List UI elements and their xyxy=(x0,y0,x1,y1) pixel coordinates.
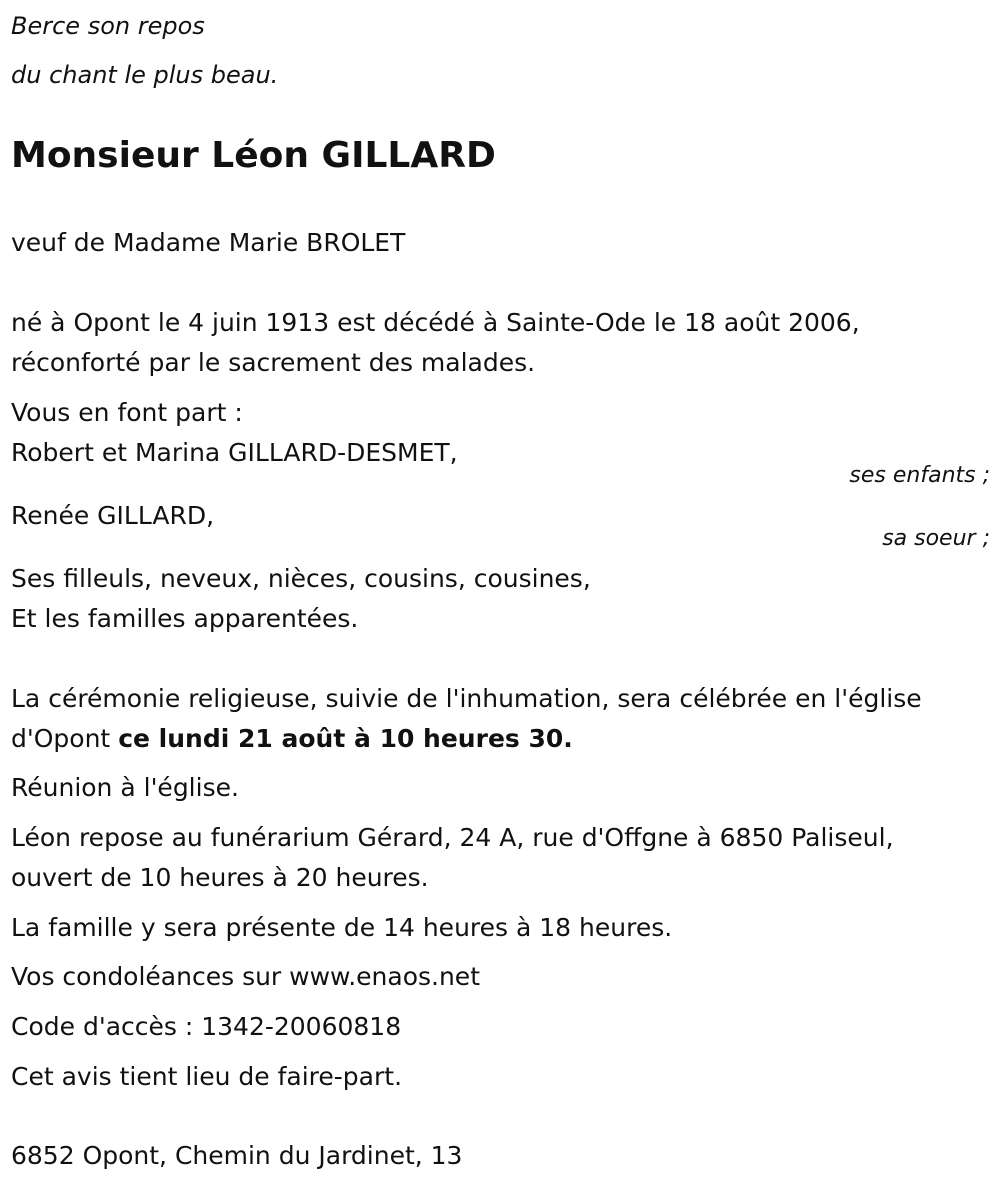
address: 6852 Opont, Chemin du Jardinet, 13 xyxy=(11,1141,463,1170)
ceremony-line-1: La cérémonie religieuse, suivie de l'inhumation, sera célébrée en l'église xyxy=(11,684,922,713)
epigraph-line-2: du chant le plus beau. xyxy=(11,61,279,89)
birth-death-line-1: né à Opont le 4 juin 1913 est décédé à Sainte-Ode le 18 août 2006, xyxy=(11,308,860,337)
announcement-intro: Vous en font part : xyxy=(11,398,243,427)
ceremony-date-time: ce lundi 21 août à 10 heures 30. xyxy=(118,724,573,753)
others-line-2: Et les familles apparentées. xyxy=(11,604,359,633)
mourner-names: Robert et Marina GILLARD-DESMET, xyxy=(11,438,458,467)
access-code: Code d'accès : 1342-20060818 xyxy=(11,1012,402,1041)
family-presence: La famille y sera présente de 14 heures à 18 heures. xyxy=(11,913,673,942)
condolences: Vos condoléances sur www.enaos.net xyxy=(11,962,480,991)
birth-death-line-2: réconforté par le sacrement des malades. xyxy=(11,348,536,377)
widower-of: veuf de Madame Marie BROLET xyxy=(11,228,406,257)
ceremony-line-2 xyxy=(11,724,573,754)
others-line-1: Ses filleuls, neveux, nièces, cousins, cousines, xyxy=(11,564,591,593)
funeral-home-line-1: Léon repose au funérarium Gérard, 24 A, rue d'Offgne à 6850 Paliseul, xyxy=(11,823,894,852)
mourner-relation: ses enfants ; xyxy=(849,463,990,488)
notice: Cet avis tient lieu de faire-part. xyxy=(11,1062,403,1091)
deceased-name: Monsieur Léon GILLARD xyxy=(11,135,496,176)
epigraph-line-1: Berce son repos xyxy=(11,12,205,40)
mourner-relation: sa soeur ; xyxy=(882,526,990,551)
funeral-home-line-2: ouvert de 10 heures à 20 heures. xyxy=(11,863,429,892)
mourner-names: Renée GILLARD, xyxy=(11,501,215,530)
ceremony-location: d'Opont xyxy=(11,724,119,753)
meeting-place: Réunion à l'église. xyxy=(11,773,239,802)
